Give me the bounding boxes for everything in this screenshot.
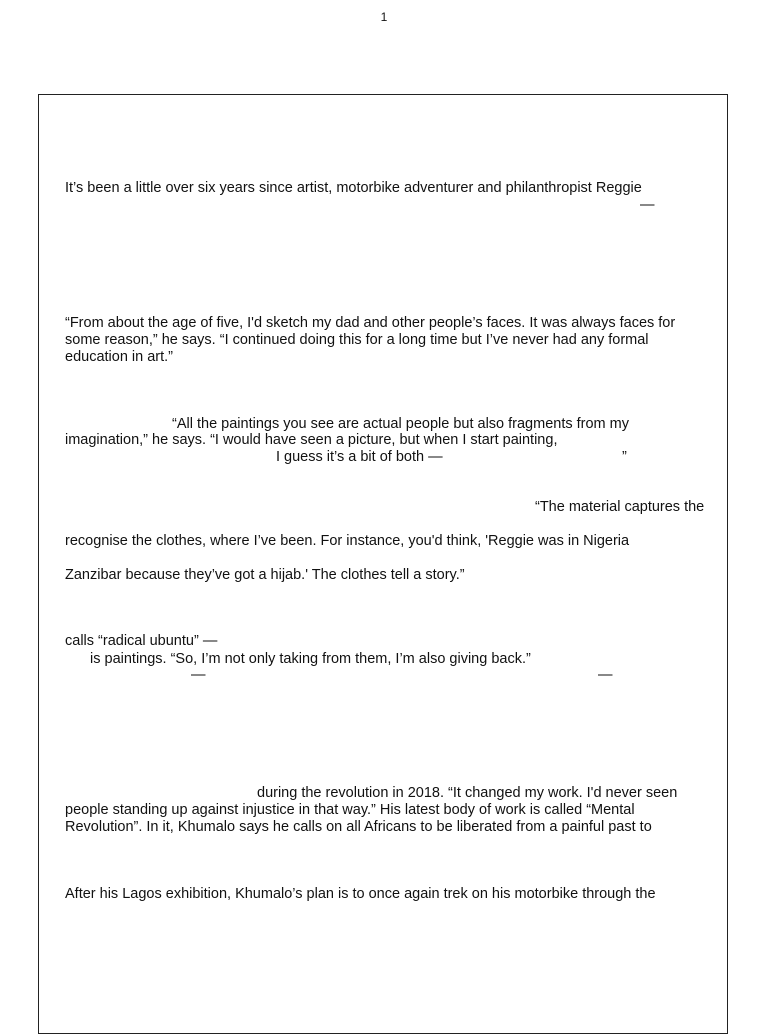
- paragraph-line: calls “radical ubuntu” —: [65, 633, 218, 649]
- page-number: 1: [380, 10, 388, 24]
- paragraph-line: is paintings. “So, I’m not only taking from them, I’m also giving back.”: [90, 651, 531, 667]
- paragraph-line: —: [640, 197, 655, 213]
- paragraph-line: I guess it’s a bit of both —: [276, 449, 443, 465]
- paragraph-line: —: [191, 667, 206, 683]
- paragraph-line: people standing up against injustice in that way.” His latest body of work is called “Mental: [65, 802, 635, 818]
- paragraph-line: “All the paintings you see are actual people but also fragments from my: [172, 416, 629, 432]
- paragraph-line: ”: [622, 449, 627, 465]
- paragraph-line: —: [598, 667, 613, 683]
- paragraph-line: recognise the clothes, where I’ve been. For instance, you'd think, 'Reggie was in Nigeria: [65, 533, 630, 549]
- paragraph-line: After his Lagos exhibition, Khumalo’s plan is to once again trek on his motorbike through the: [65, 886, 656, 902]
- paragraph-line: education in art.”: [65, 349, 174, 365]
- paragraph-line: during the revolution in 2018. “It changed my work. I'd never seen: [257, 785, 678, 801]
- paragraph-line: some reason,” he says. “I continued doing this for a long time but I’ve never had any formal: [65, 332, 649, 348]
- paragraph-line: It’s been a little over six years since artist, motorbike adventurer and philanthropist Reggie: [65, 180, 642, 196]
- paragraph-line: Revolution”. In it, Khumalo says he calls on all Africans to be liberated from a painful past to: [65, 819, 652, 835]
- paragraph-line: “The material captures the: [535, 499, 705, 515]
- paragraph-line: Zanzibar because they’ve got a hijab.' The clothes tell a story.”: [65, 567, 465, 583]
- paragraph-line: imagination,” he says. “I would have seen a picture, but when I start painting,: [65, 432, 558, 448]
- paragraph-line: “From about the age of five, I'd sketch my dad and other people’s faces. It was always faces for: [65, 315, 676, 331]
